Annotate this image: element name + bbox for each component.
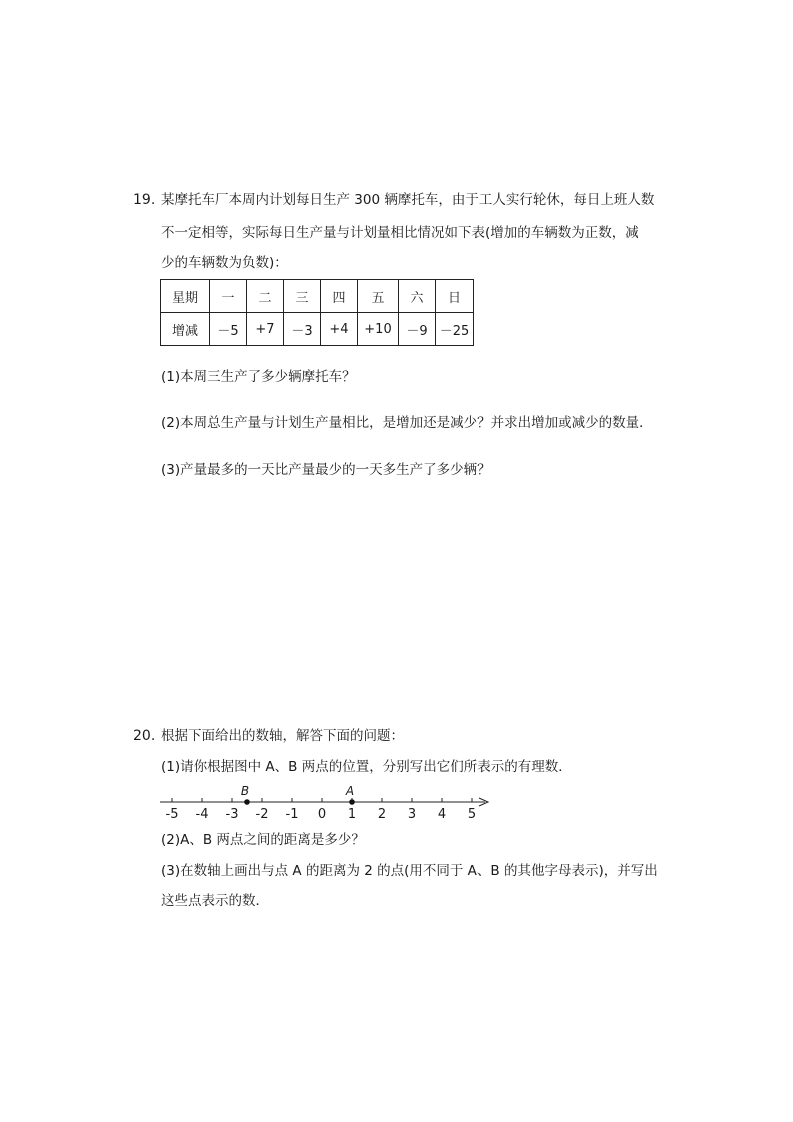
- table-cell: 增减: [161, 313, 210, 346]
- table-cell: 五: [358, 280, 399, 313]
- question-19-text-line-2: 不一定相等，实际每日生产量与计划量相比情况如下表(增加的车辆数为正数，减: [161, 225, 639, 241]
- table-cell: +10: [358, 313, 399, 346]
- table-cell: －5: [210, 313, 247, 346]
- table-cell: －3: [284, 313, 321, 346]
- table-cell: 日: [436, 280, 474, 313]
- number-line-tick-label: 3: [407, 807, 417, 822]
- question-20-intro: 根据下面给出的数轴，解答下面的问题：: [161, 728, 404, 744]
- table-cell: +7: [247, 313, 284, 346]
- number-line-tick-label: 0: [317, 807, 327, 822]
- question-19-sub-2: (2)本周总生产量与计划生产量相比，是增加还是减少？并求出增加或减少的数量．: [161, 415, 653, 431]
- table-cell: －25: [436, 313, 474, 346]
- table-cell: －9: [399, 313, 436, 346]
- number-line: [155, 782, 500, 822]
- point-b-label: B: [240, 784, 250, 798]
- table-cell: +4: [321, 313, 358, 346]
- number-line-tick-label: -4: [195, 807, 209, 822]
- number-line-tick-label: -1: [285, 807, 299, 822]
- table-cell: 二: [247, 280, 284, 313]
- table-cell: 星期: [161, 280, 210, 313]
- question-19-sub-3: (3)产量最多的一天比产量最少的一天多生产了多少辆？: [161, 462, 491, 478]
- table-cell: 四: [321, 280, 358, 313]
- point-a-label: A: [345, 784, 355, 798]
- number-line-tick-label: -2: [255, 807, 269, 822]
- question-20-sub-3-line-2: 这些点表示的数．: [161, 893, 269, 909]
- question-19-sub-1: (1)本周三生产了多少辆摩托车？: [161, 369, 356, 385]
- table-row: [161, 313, 474, 346]
- table-cell: 六: [399, 280, 436, 313]
- question-20-sub-1: (1)请你根据图中 A、B 两点的位置，分别写出它们所表示的有理数．: [161, 759, 572, 775]
- question-20-number: 20.: [133, 728, 156, 744]
- question-19-text-line-1: 某摩托车厂本周内计划每日生产 300 辆摩托车，由于工人实行轮休，每日上班人数: [161, 192, 655, 208]
- question-20-sub-2: (2)A、B 两点之间的距离是多少？: [161, 832, 365, 848]
- number-line-tick-label: -5: [165, 807, 179, 822]
- point-a-dot: [349, 799, 355, 805]
- number-line-tick-label: 5: [467, 807, 477, 822]
- production-table: [160, 279, 474, 346]
- number-line-tick-label: 4: [437, 807, 447, 822]
- table-row: [161, 280, 474, 313]
- point-b-dot: [244, 799, 250, 805]
- question-19-number: 19.: [133, 192, 156, 208]
- question-20-sub-3-line-1: (3)在数轴上画出与点 A 的距离为 2 的点(用不同于 A、B 的其他字母表示)，并写出: [161, 863, 658, 879]
- number-line-tick-label: 1: [347, 807, 357, 822]
- number-line-tick-label: 2: [377, 807, 387, 822]
- number-line-tick-label: -3: [225, 807, 239, 822]
- table-cell: 一: [210, 280, 247, 313]
- question-19-text-line-3: 少的车辆数为负数)：: [161, 255, 288, 271]
- table-cell: 三: [284, 280, 321, 313]
